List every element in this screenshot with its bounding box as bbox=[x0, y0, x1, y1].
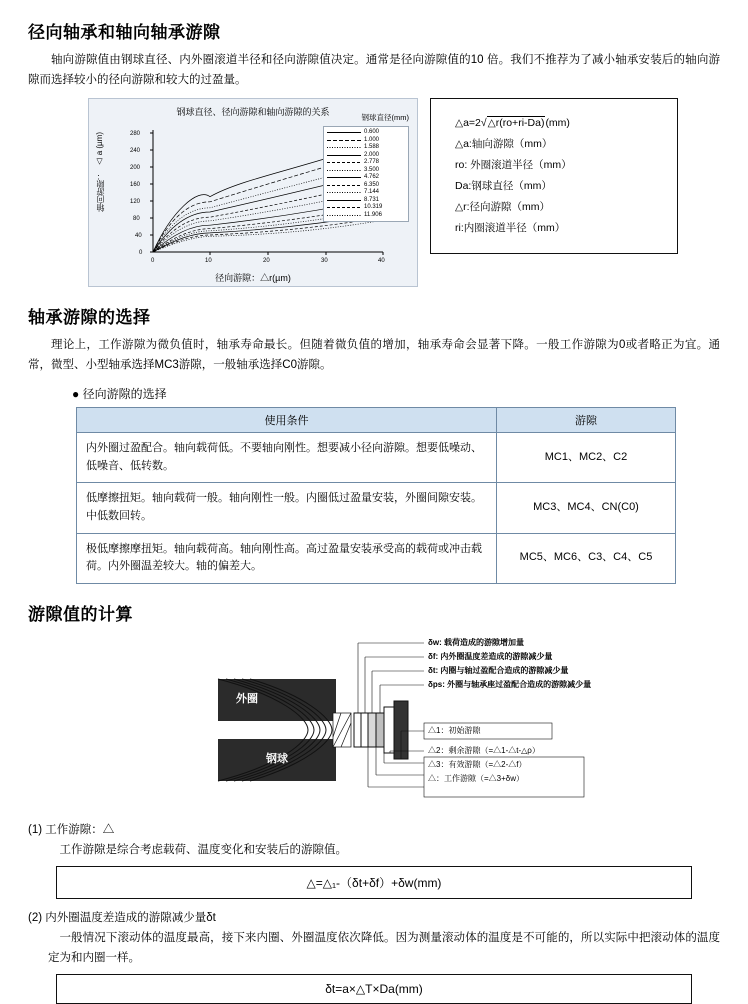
legend-value: 0.600 bbox=[364, 129, 380, 136]
item-1-equation: △=△₁-（δt+δf）+δw(mm) bbox=[56, 866, 692, 899]
legend-value: 2.778 bbox=[364, 159, 380, 166]
legend-value: 4.762 bbox=[364, 174, 380, 181]
axial-clearance-formula-box bbox=[430, 98, 678, 254]
chart-legend-title: 钢球直径(mm) bbox=[361, 113, 409, 123]
formula-line-1 bbox=[455, 113, 667, 134]
cell-condition: 内外圈过盈配合。轴向载荷低。不要轴向刚性。想要减小径向游隙。想要低噪动、低噪音、低转数。 bbox=[77, 433, 497, 483]
legend-value: 1.000 bbox=[364, 136, 380, 143]
bearing-diagram-svg bbox=[28, 633, 720, 811]
bullet-radial-clearance-selection: ● 径向游隙的选择 bbox=[72, 387, 167, 402]
cell-condition: 低摩擦扭矩。轴向载荷一般。轴向刚性一般。内圈低过盈量安装，外圈间隙安装。中低数回转。 bbox=[77, 483, 497, 533]
section-2-paragraph: 理论上，工作游隙为微负值时，轴承寿命最长。但随着微负值的增加，轴承寿命会显著下降。一般工作游隙为0或者略正为宜。通常，微型、小型轴承选择MC3游隙，一般轴承选择C0游隙。 bbox=[28, 339, 720, 371]
formula-line-4: Da:钢球直径（mm） bbox=[455, 180, 552, 193]
diagram-label-working-clearance: △：工作游隙（=△3+δw） bbox=[428, 773, 525, 783]
section-title-clearance-calculation: 游隙值的计算 bbox=[28, 604, 133, 624]
svg-text:0: 0 bbox=[151, 258, 155, 265]
legend-value: 7.144 bbox=[364, 189, 380, 196]
svg-text:160: 160 bbox=[130, 182, 141, 189]
formula-line-2: △a:轴向游隙（mm） bbox=[455, 138, 553, 151]
diagram-label-dw: δw: 载荷造成的游隙增加量 bbox=[428, 637, 524, 647]
column-header-clearance: 游隙 bbox=[497, 408, 676, 433]
chart-title: 钢球直径、径向游隙和轴向游隙的关系 bbox=[176, 107, 330, 118]
item-2-body: 一般情况下滚动体的温度最高，接下来内圈、外圈温度依次降低。因为测量滚动体的温度是不可能的，所以实际中把滚动体的温度定为和内圈一样。 bbox=[48, 932, 720, 964]
svg-text:20: 20 bbox=[263, 258, 270, 265]
svg-text:40: 40 bbox=[378, 258, 385, 265]
item-1-heading: (1) 工作游隙：△ bbox=[28, 823, 115, 836]
legend-value: 8.731 bbox=[364, 196, 380, 203]
bearing-clearance-diagram bbox=[28, 633, 720, 811]
column-header-condition: 使用条件 bbox=[77, 408, 497, 433]
table-row bbox=[77, 533, 676, 583]
chart-ylabel-symbol: △ a (µm) bbox=[95, 132, 104, 167]
section-title-clearance-selection: 轴承游隙的选择 bbox=[28, 308, 151, 328]
formula-unit: (mm) bbox=[545, 117, 570, 130]
cell-clearance: MC1、MC2、C2 bbox=[497, 433, 676, 483]
legend-value: 10.319 bbox=[364, 204, 383, 211]
cell-clearance: MC3、MC4、CN(C0) bbox=[497, 483, 676, 533]
diagram-label-ball: 钢球 bbox=[266, 752, 288, 765]
diagram-label-effective-clearance: △3：有效游隙（=△2-△f） bbox=[428, 759, 527, 769]
legend-value: 1.588 bbox=[364, 144, 380, 151]
clearance-selection-table bbox=[76, 407, 676, 584]
table-row bbox=[77, 433, 676, 483]
diagram-label-initial-clearance: △1：初始游隙 bbox=[428, 725, 481, 735]
table-row bbox=[77, 483, 676, 533]
radical-icon: √ bbox=[480, 117, 487, 130]
svg-text:10: 10 bbox=[205, 258, 212, 265]
svg-text:40: 40 bbox=[135, 233, 142, 240]
cell-condition: 极低摩擦摩扭矩。轴向载荷高。轴向刚性高。高过盈量安装承受高的载荷或冲击载荷。内外圈温差较大。轴的偏差大。 bbox=[77, 533, 497, 583]
svg-text:240: 240 bbox=[130, 148, 141, 155]
cell-clearance: MC5、MC6、C3、C4、C5 bbox=[497, 533, 676, 583]
item-2-equation: δt=a×△T×Da(mm) bbox=[56, 974, 692, 1004]
diagram-label-df: δf: 内外圈温度差造成的游隙减少量 bbox=[428, 651, 553, 661]
svg-text:280: 280 bbox=[130, 131, 141, 138]
section-title-radial-axial: 径向轴承和轴向轴承游隙 bbox=[28, 23, 221, 42]
section-1-paragraph: 轴向游隙值由钢球直径、内外圈滚道半径和径向游隙值决定。通常是径向游隙值的10 倍。我们不推荐为了减小轴承安装后的轴向游隙而选择较小的径向游隙和较大的过盈量。 bbox=[28, 54, 720, 86]
legend-value: 2.000 bbox=[364, 151, 380, 158]
chart-ylabel: 轴向游隙： bbox=[96, 172, 105, 213]
diagram-label-dt: δt: 内圈与轴过盈配合造成的游隙减少量 bbox=[428, 665, 569, 675]
formula-prefix: △a=2 bbox=[455, 117, 481, 130]
item-2-heading: (2) 内外圈温度差造成的游隙减少量δt bbox=[28, 912, 216, 925]
svg-text:200: 200 bbox=[130, 165, 141, 172]
svg-text:120: 120 bbox=[130, 199, 141, 206]
diagram-label-dps: δps: 外圈与轴承座过盈配合造成的游隙减少量 bbox=[428, 679, 592, 689]
formula-line-5: △r:径向游隙（mm） bbox=[455, 201, 550, 214]
item-1-body: 工作游隙是综合考虑载荷、温度变化和安装后的游隙值。 bbox=[59, 843, 347, 856]
table-header-row bbox=[77, 408, 676, 433]
chart-xlabel: 径向游隙：△r(µm) bbox=[215, 273, 291, 284]
diagram-label-outer-ring: 外圈 bbox=[236, 692, 258, 705]
legend-value: 3.500 bbox=[364, 166, 380, 173]
svg-text:80: 80 bbox=[133, 216, 140, 223]
clearance-chart bbox=[88, 98, 418, 287]
legend-value: 11.906 bbox=[364, 211, 382, 218]
formula-line-6: ri:内圈滚道半径（mm） bbox=[455, 222, 566, 235]
formula-line-3: ro: 外圈滚道半径（mm） bbox=[455, 159, 572, 172]
legend-value: 6.350 bbox=[364, 181, 380, 188]
chart-legend bbox=[323, 126, 409, 222]
svg-text:30: 30 bbox=[321, 258, 328, 265]
chart-and-formula-row bbox=[88, 98, 720, 287]
diagram-label-residual-clearance: △2：剩余游隙（=△1-△t-△ρ） bbox=[428, 745, 540, 755]
chart-plot-area bbox=[93, 113, 413, 270]
formula-radicand: △r(ro+ri-Da) bbox=[487, 117, 545, 130]
svg-text:0: 0 bbox=[139, 250, 143, 257]
